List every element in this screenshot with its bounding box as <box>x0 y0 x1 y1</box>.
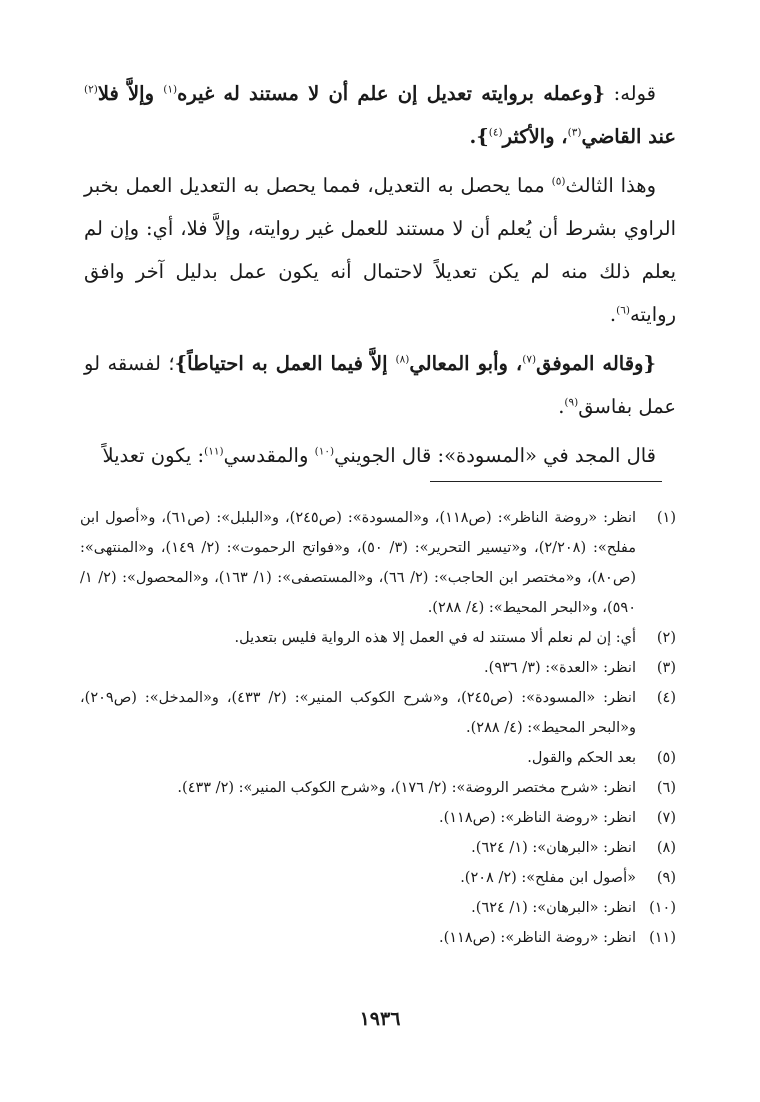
p1-bold-a: {وعمله بروايته تعديل إن علم أن لا مستند له غيره <box>177 82 605 105</box>
footnote-text: انظر: «العدة»: (٣/ ٩٣٦). <box>484 660 636 676</box>
footnote-text: «أصول ابن مفلح»: (٢/ ٢٠٨). <box>460 870 636 886</box>
footnote-number: (٥) <box>656 750 676 766</box>
footnote-7 <box>80 803 676 833</box>
footnote-number: (٢) <box>656 630 676 646</box>
footnote-ref-1: (١) <box>163 83 178 96</box>
footnote-ref-6: (٦) <box>616 304 630 317</box>
paragraph-3 <box>84 342 676 428</box>
footnote-3 <box>80 653 676 683</box>
footnote-number: (١٠) <box>649 900 676 916</box>
footnote-1 <box>80 503 676 623</box>
footnote-ref-7: (٧) <box>522 353 537 366</box>
p3-bold-b: ، وأبو المعالي <box>409 352 523 375</box>
footnote-text: انظر: «روضة الناظر»: (ص١١٨)، و«المسودة»: (ص٢٤٥)، و«البلبل»: (ص٦١)، و«أصول ابن مفلح»: (٢/٢٠٨)، و«تيسير التحرير»: (٣/ ٥٠)، و«فواتح الرحموت»: (٢/ ١٤٩)، و«المنتهى»: (ص٨٠)، و«مختصر ابن الحاجب»: (٢/ ٦٦)، و«المستصفى»: (١/ ١٦٣)، و«المحصول»: (٢/ ١/ ٥٩٠)، و«البحر المحيط»: (٤/ ٢٨٨). <box>80 510 637 616</box>
footnote-text: بعد الحكم والقول. <box>527 750 636 766</box>
footnote-6 <box>80 773 676 803</box>
footnote-8 <box>80 833 676 863</box>
footnote-number: (٦) <box>656 780 676 796</box>
paragraph-1 <box>84 72 676 158</box>
footnote-9 <box>80 863 676 893</box>
p3-bold-c: إلاَّ فيما العمل به احتياطاً} <box>174 352 396 375</box>
footnote-text: انظر: «البرهان»: (١/ ٦٢٤). <box>471 900 636 916</box>
paragraph-2 <box>84 164 676 336</box>
footnote-text: انظر: «روضة الناظر»: (ص١١٨). <box>438 810 636 826</box>
footnote-number: (٣) <box>656 660 676 676</box>
page-number: ١٩٣٦ <box>359 1008 401 1030</box>
p4-a: قال المجد في «المسودة»: قال الجويني <box>334 444 656 467</box>
footnote-ref-11: (١١) <box>204 445 224 458</box>
footnote-text: أي: إن لم نعلم ألا مستند له في العمل إلا هذه الرواية فليس بتعديل. <box>234 630 636 646</box>
footnote-text: انظر: «المسودة»: (ص٢٤٥)، و«شرح الكوكب المنير»: (٢/ ٤٣٣)، و«المدخل»: (ص٢٠٩)، و«البحر المحيط»: (٤/ ٢٨٨). <box>80 690 637 736</box>
p3-bold-a: {وقاله الموفق <box>536 352 656 375</box>
p2-b: مما يحصل به التعديل، فمما يحصل به التعديل العمل بخبر الراوي بشرط أن يُعلم أن لا مستند للعمل غير روايته، وإلاَّ فلا، أي: وإن لم يعلم ذلك منه لم يكن تعديلاً لاحتمال أنه يكون عمل بدليل آخر وافق روايته <box>84 174 676 326</box>
p4-c: : يكون تعديلاً <box>102 444 205 467</box>
footnote-text: انظر: «شرح مختصر الروضة»: (٢/ ١٧٦)، و«شرح الكوكب المنير»: (٢/ ٤٣٣). <box>177 780 636 796</box>
footnote-ref-9: (٩) <box>564 396 579 409</box>
footnote-number: (٧) <box>656 810 676 826</box>
footnote-ref-5: (٥) <box>551 175 566 188</box>
footnote-ref-8: (٨) <box>395 353 410 366</box>
p2-c: . <box>609 303 617 326</box>
footnote-10 <box>80 893 676 923</box>
main-text <box>84 72 676 483</box>
p1-bold-d: ، والأكثر <box>502 125 568 148</box>
footnote-4 <box>80 683 676 743</box>
p2-a: وهذا الثالث <box>565 174 657 197</box>
footnotes <box>80 503 676 953</box>
p1-bold-c: عند القاضي <box>581 125 676 148</box>
footnote-ref-10: (١٠) <box>314 445 335 458</box>
footnote-ref-2: (٢) <box>84 83 98 96</box>
footnote-ref-4: (٤) <box>488 126 503 139</box>
footnote-number: (٤) <box>656 690 676 706</box>
p1-lead: قوله: <box>605 82 657 105</box>
p3-end: . <box>558 395 565 418</box>
footnote-text: انظر: «البرهان»: (١/ ٦٢٤). <box>471 840 636 856</box>
footnote-number: (٩) <box>656 870 676 886</box>
footnote-2 <box>80 623 676 653</box>
footnote-5 <box>80 743 676 773</box>
p1-bold-e: }. <box>469 125 489 148</box>
footnote-separator <box>430 481 662 482</box>
p3-rest: ؛ لفسقه لو عمل بفاسق <box>84 352 676 418</box>
p4-b: والمقدسي <box>223 444 315 467</box>
footnote-number: (١١) <box>649 930 676 946</box>
paragraph-4 <box>84 434 676 477</box>
footnote-11 <box>80 923 676 953</box>
p1-bold-b: وإلاَّ فلا <box>97 82 164 105</box>
footnote-number: (١) <box>656 510 676 526</box>
footnote-number: (٨) <box>656 840 676 856</box>
footnote-text: انظر: «روضة الناظر»: (ص١١٨). <box>438 930 636 946</box>
footnote-ref-3: (٣) <box>567 126 582 139</box>
